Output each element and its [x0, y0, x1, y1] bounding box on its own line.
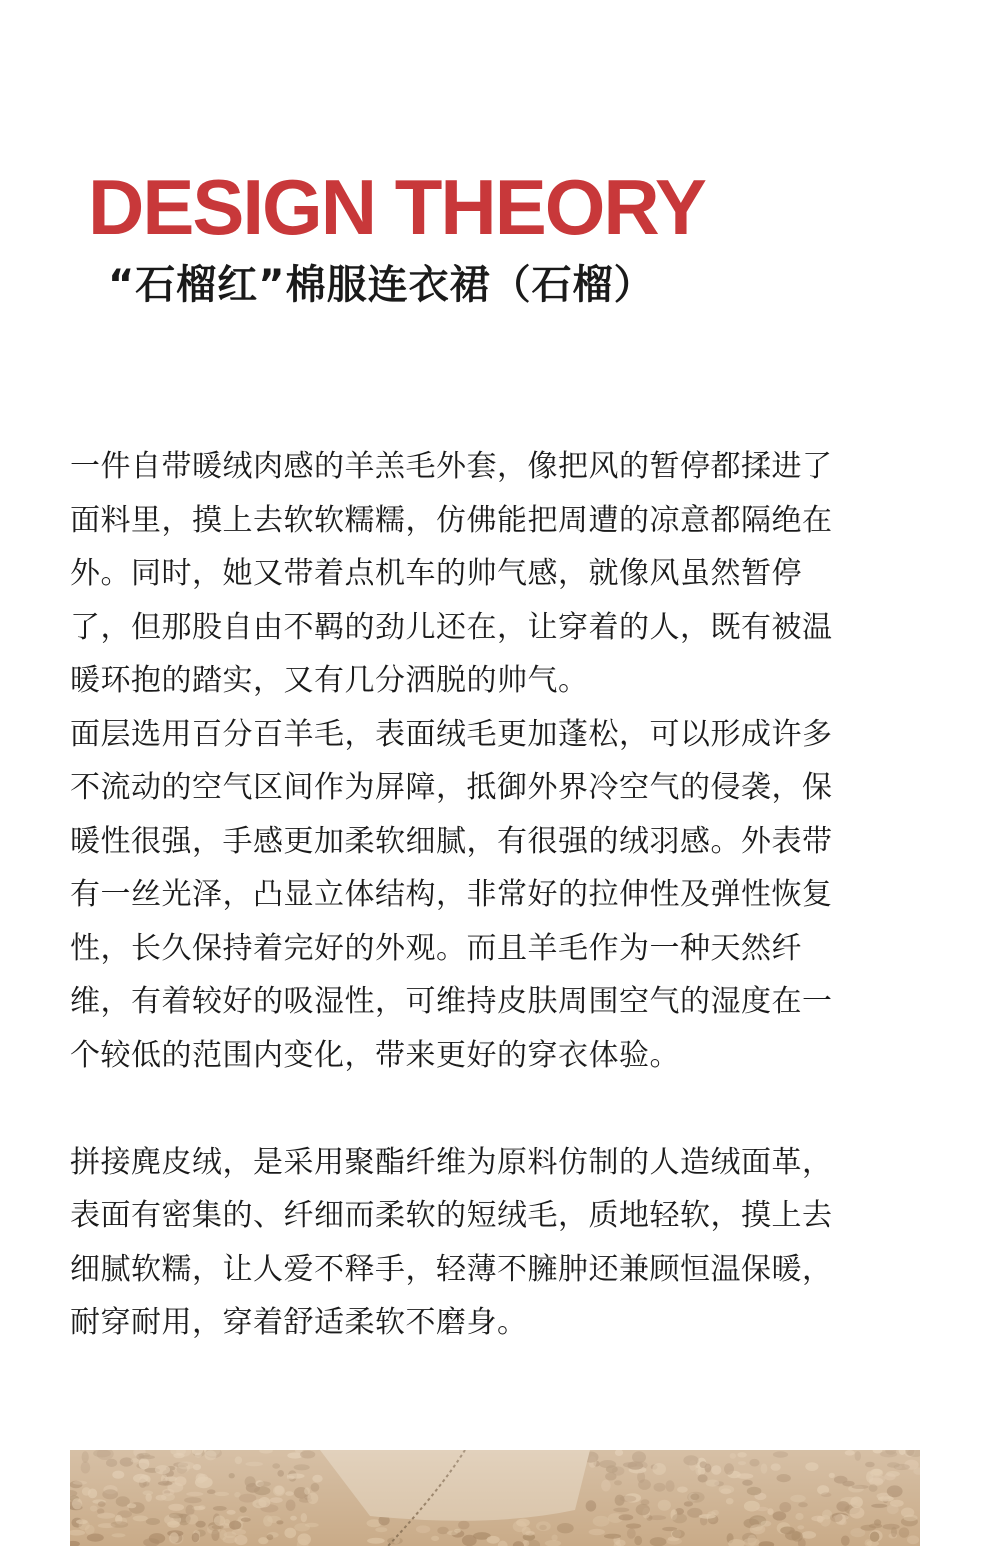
- text-line: 一件自带暖绒肉感的羊羔毛外套，像把风的暂停都揉进了: [70, 449, 833, 484]
- text-line: 有一丝光泽，凸显立体结构，非常好的拉伸性及弹性恢复: [70, 877, 833, 912]
- text-line: 维，有着较好的吸湿性，可维持皮肤周围空气的湿度在一: [70, 984, 833, 1019]
- text-line: 了，但那股自由不羁的劲儿还在，让穿着的人，既有被温: [70, 609, 833, 645]
- fabric-texture-photo: [70, 1450, 920, 1546]
- paragraph-spacer: [70, 1082, 920, 1136]
- text-line: 个较低的范围内变化，带来更好的穿衣体验。: [70, 1037, 680, 1073]
- text-line: 性，长久保持着完好的外观。而且羊毛作为一种天然纤: [70, 930, 802, 966]
- text-line: 暖环抱的踏实，又有几分洒脱的帅气。: [70, 663, 589, 698]
- page-heading: DESIGN THEORY: [88, 163, 705, 251]
- text-line: 不流动的空气区间作为屏障，抵御外界冷空气的侵袭，保: [70, 770, 833, 805]
- text-line: 暖性很强，手感更加柔软细腻，有很强的绒羽感。外表带: [70, 823, 833, 859]
- text-line: 表面有密集的、纤细而柔软的短绒毛，质地轻软，摸上去: [70, 1198, 833, 1233]
- fabric-texture-image: [70, 1450, 920, 1546]
- text-line: 外。同时，她又带着点机车的帅气感，就像风虽然暂停: [70, 556, 802, 591]
- text-line: 面料里，摸上去软软糯糯，仿佛能把周遭的凉意都隔绝在: [70, 502, 833, 538]
- text-line: 细腻软糯，让人爱不释手，轻薄不臃肿还兼顾恒温保暖，: [70, 1251, 833, 1287]
- text-line: 耐穿耐用，穿着舒适柔软不磨身。: [70, 1305, 528, 1340]
- product-subtitle: “石榴红”棉服连衣裙（石榴）: [108, 262, 655, 308]
- description-body: [70, 440, 920, 1350]
- text-line: 拼接麂皮绒，是采用聚酯纤维为原料仿制的人造绒面革，: [70, 1144, 833, 1180]
- paragraph-fleece: [70, 440, 920, 708]
- paragraph-suede: [70, 1136, 920, 1350]
- text-line: 面层选用百分百羊毛，表面绒毛更加蓬松，可以形成许多: [70, 716, 833, 752]
- paragraph-wool: [70, 708, 920, 1083]
